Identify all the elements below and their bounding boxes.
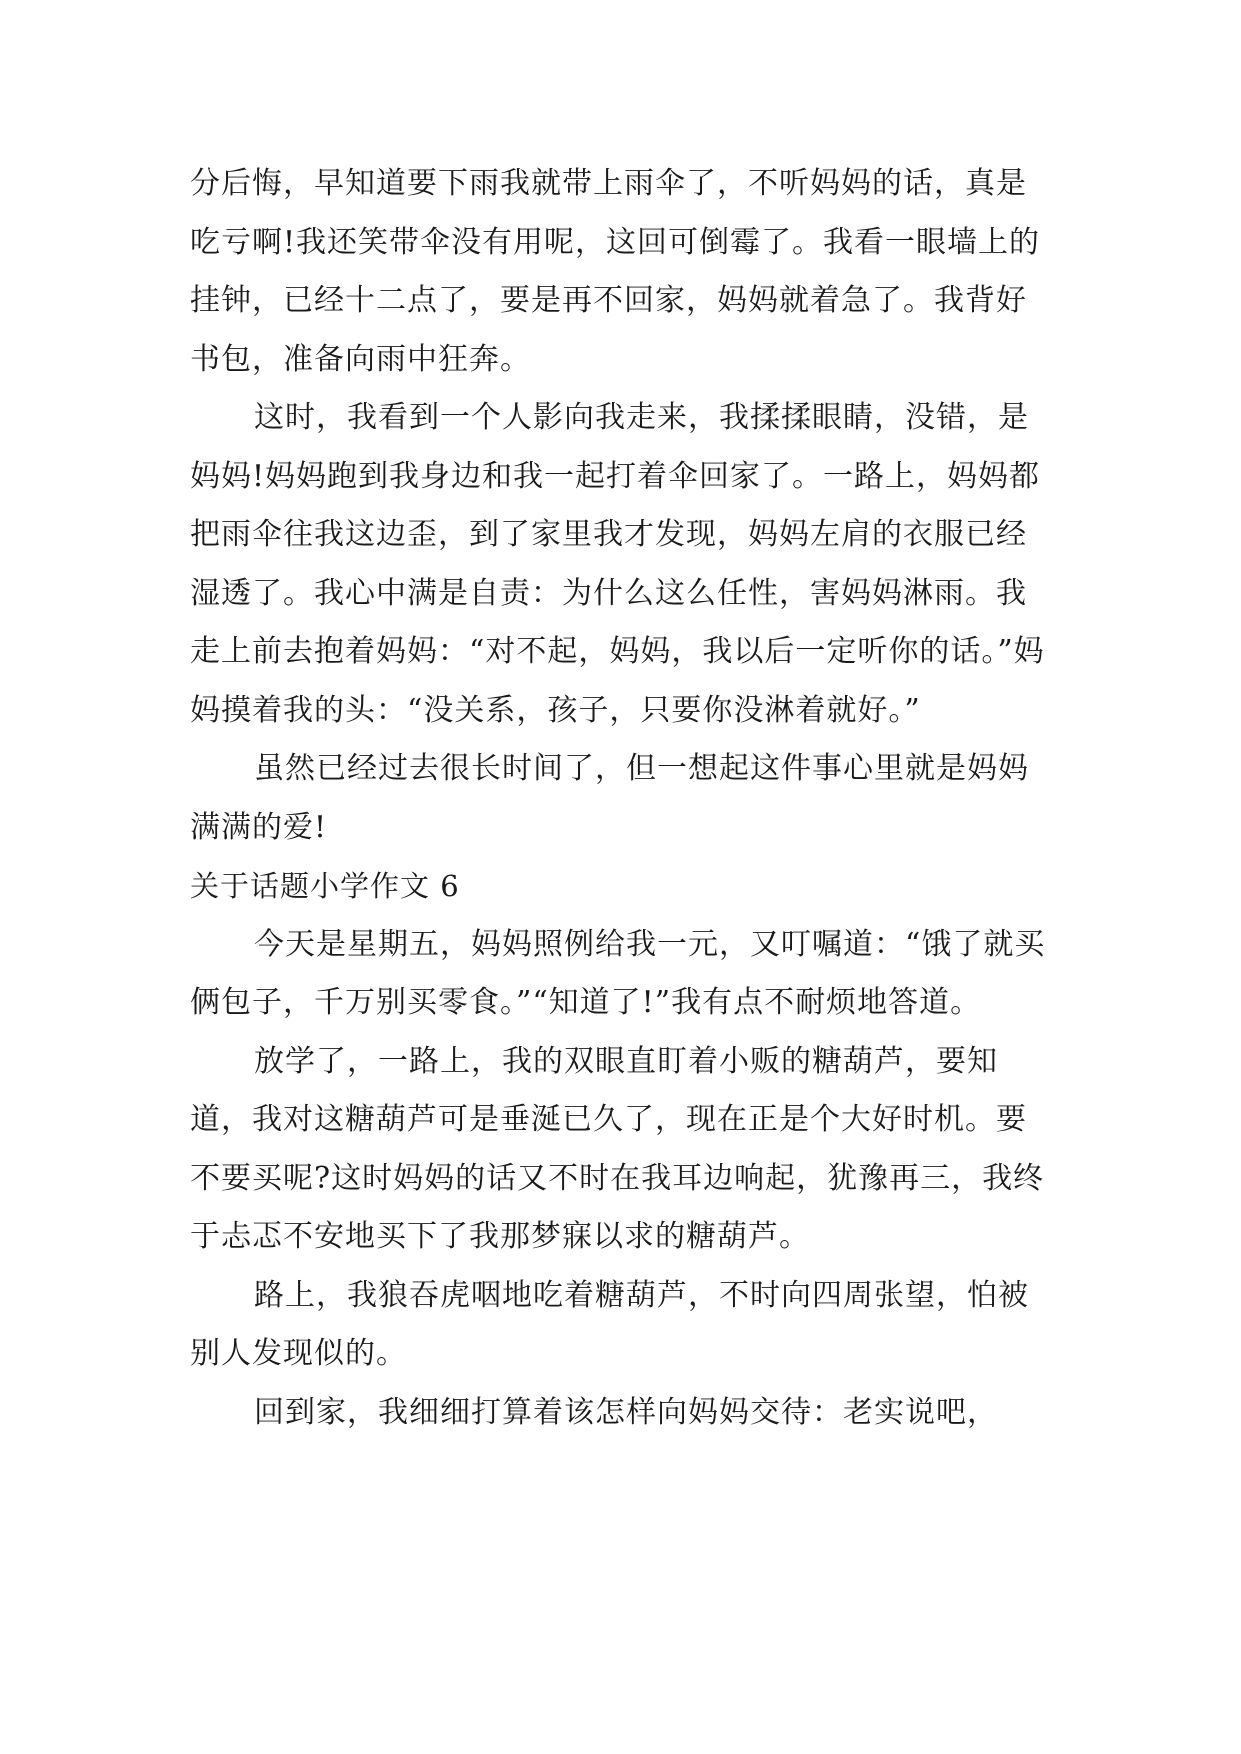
paragraph: 回到家，我细细打算着该怎样向妈妈交待：老实说吧， (254, 1394, 998, 1430)
paragraph: 放学了，一路上，我的双眼直盯着小贩的糖葫芦，要知道，我对这糖葫芦可是垂涎已久了，现在正是个大好时机。要不要买呢?这时妈妈的话又不时在我耳边响起，犹豫再三，我终于忐忑不安地买下了我那梦寐以求的糖葫芦。 (190, 1043, 1045, 1254)
section-heading: 关于话题小学作文 6 (190, 869, 460, 903)
document-body (190, 155, 1054, 1442)
paragraph: 路上，我狼吞虎咽地吃着糖葫芦，不时向四周张望，怕被别人发现似的。 (190, 1277, 1029, 1371)
paragraph: 虽然已经过去很长时间了，但一想起这件事心里就是妈妈满满的爱! (190, 751, 1029, 845)
paragraph: 这时，我看到一个人影向我走来，我揉揉眼睛，没错，是妈妈!妈妈跑到我身边和我一起打着伞回家了。一路上，妈妈都把雨伞往我这边歪，到了家里我才发现，妈妈左肩的衣服已经湿透了。我心中满是自责：为什么这么任性，害妈妈淋雨。我走上前去抱着妈妈：“对不起，妈妈，我以后一定听你的话。”妈妈摸着我的头：“没关系，孩子，只要你没淋着就好。” (190, 400, 1045, 728)
paragraph: 今天是星期五，妈妈照例给我一元，又叮嘱道：“饿了就买俩包子，千万别买零食。”“知道了!”我有点不耐烦地答道。 (190, 926, 1046, 1020)
paragraph-continued: 分后悔，早知道要下雨我就带上雨伞了，不听妈妈的话，真是吃亏啊!我还笑带伞没有用呢，这回可倒霉了。我看一眼墙上的挂钟，已经十二点了，要是再不回家，妈妈就着急了。我背好书包，准备向雨中狂奔。 (190, 166, 1041, 377)
